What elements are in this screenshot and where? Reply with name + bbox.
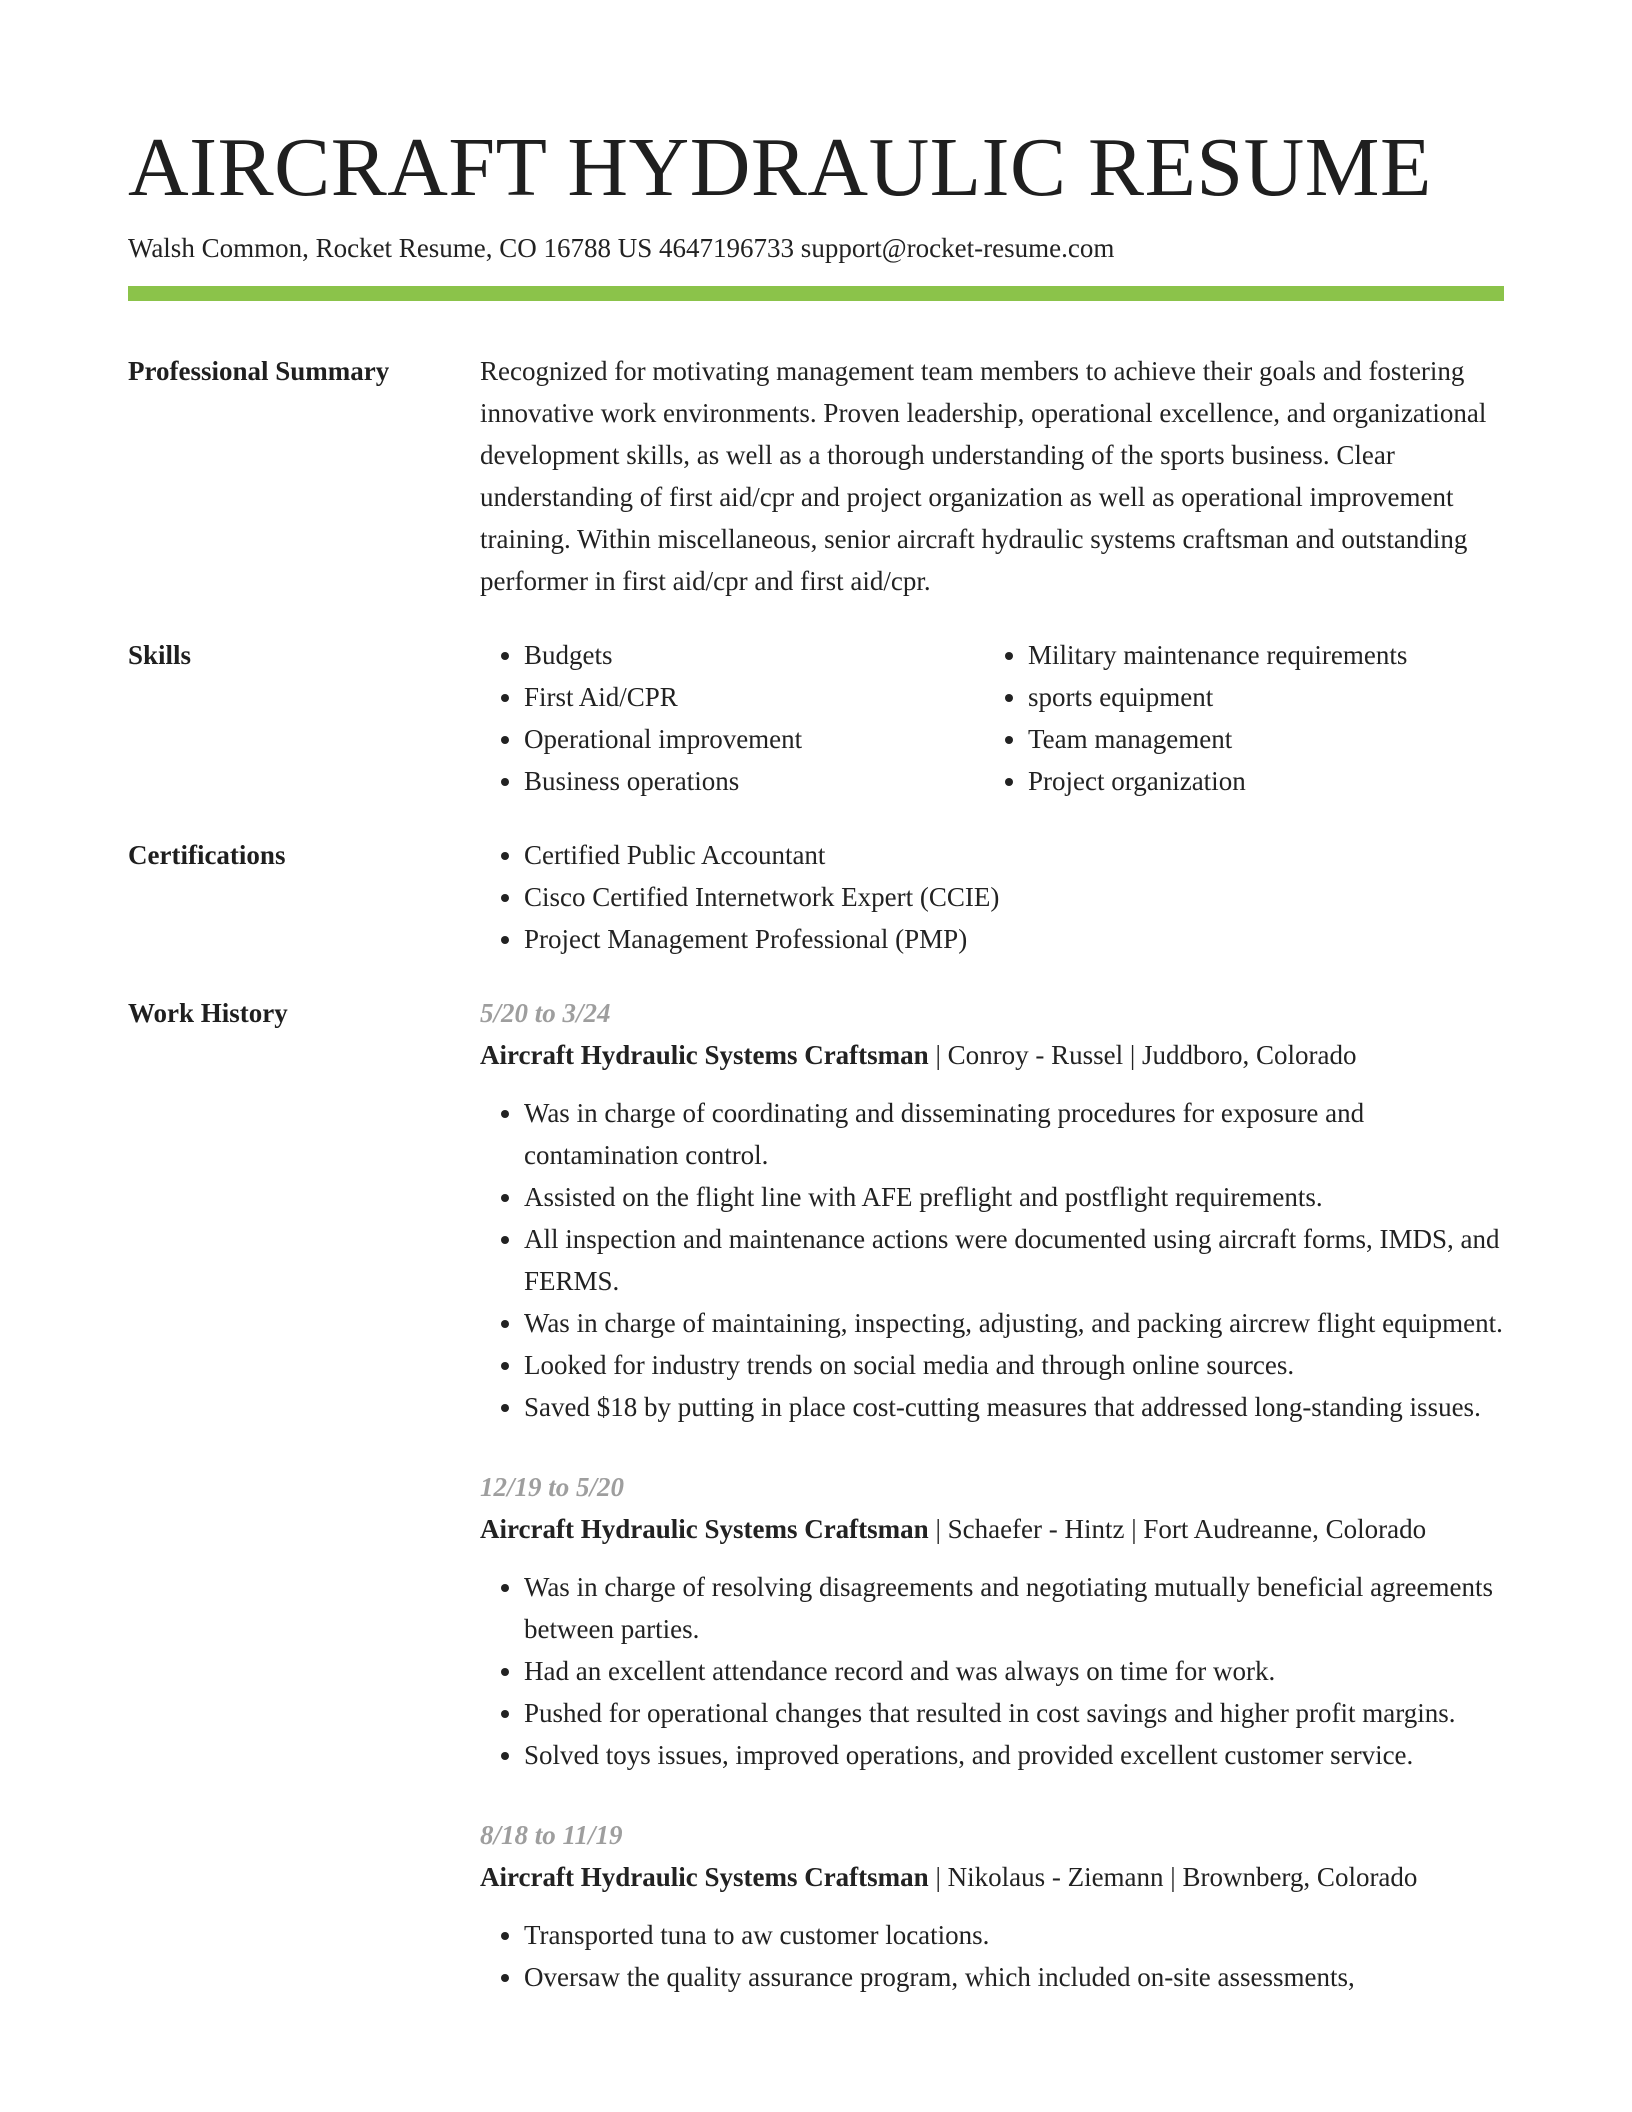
- certification-item: • Certified Public Accountant: [524, 834, 1504, 876]
- job-dates: 5/20 to 3/24: [480, 998, 611, 1028]
- job-heading: [480, 1034, 1504, 1076]
- work-history-content: [480, 992, 1504, 2036]
- job-employer-location: | Schaefer - Hintz | Fort Audreanne, Colorado: [928, 1514, 1427, 1544]
- job-bullet: • Saved $18 by putting in place cost-cutting measures that addressed long-standing issues.: [524, 1386, 1504, 1428]
- certifications-content: [480, 834, 1504, 960]
- job-entry: [480, 992, 1504, 1428]
- skills-section: [128, 634, 1504, 802]
- job-employer-location: | Nikolaus - Ziemann | Brownberg, Colorado: [928, 1862, 1418, 1892]
- job-bullets: [480, 1914, 1504, 1998]
- header-divider: [128, 286, 1504, 301]
- job-bullets: [480, 1092, 1504, 1428]
- job-bullets: [480, 1566, 1504, 1776]
- job-bullet: • Pushed for operational changes that resulted in cost savings and higher profit margins.: [524, 1692, 1504, 1734]
- skill-item: • Team management: [1028, 718, 1504, 760]
- job-bullet: • Assisted on the flight line with AFE preflight and postflight requirements.: [524, 1176, 1504, 1218]
- skill-item: • Project organization: [1028, 760, 1504, 802]
- job-bullet: • Looked for industry trends on social media and through online sources.: [524, 1344, 1504, 1386]
- skill-item: • sports equipment: [1028, 676, 1504, 718]
- job-heading: [480, 1508, 1504, 1550]
- summary-section: [128, 350, 1504, 602]
- resume-title: AIRCRAFT HYDRAULIC RESUME: [128, 121, 1432, 214]
- skills-list-left: [480, 634, 984, 802]
- certifications-section: [128, 834, 1504, 960]
- skill-item: • Budgets: [524, 634, 984, 676]
- certification-item: • Cisco Certified Internetwork Expert (CCIE): [524, 876, 1504, 918]
- summary-text: Recognized for motivating management team members to achieve their goals and fostering innovative work environments. Proven leadership, operational excellence, and organizational development skills, as well as a thorough understanding of the sports business. Clear understanding of first aid/cpr and project organization as well as operational improvement training. Within miscellaneous, senior aircraft hydraulic systems craftsman and outstanding performer in first aid/cpr and first aid/cpr.: [480, 356, 1487, 596]
- job-dates: 12/19 to 5/20: [480, 1472, 625, 1502]
- resume-sections: [128, 350, 1504, 2068]
- certifications-label: Certifications: [128, 840, 286, 870]
- job-entry: [480, 1466, 1504, 1776]
- job-title: Aircraft Hydraulic Systems Craftsman: [480, 1514, 929, 1544]
- skill-item: • Military maintenance requirements: [1028, 634, 1504, 676]
- skills-content: [480, 634, 1504, 802]
- job-bullet: • Was in charge of maintaining, inspecting, adjusting, and packing aircrew flight equipment.: [524, 1302, 1504, 1344]
- summary-label: Professional Summary: [128, 356, 390, 386]
- skill-item: • Operational improvement: [524, 718, 984, 760]
- job-dates: 8/18 to 11/19: [480, 1820, 623, 1850]
- work-history-label: Work History: [128, 998, 288, 1028]
- job-bullet: • Was in charge of resolving disagreements and negotiating mutually beneficial agreements between parties.: [524, 1566, 1504, 1650]
- job-entry: [480, 1814, 1504, 1998]
- contact-line: Walsh Common, Rocket Resume, CO 16788 US 4647196733 support@rocket-resume.com: [128, 233, 1115, 263]
- job-title: Aircraft Hydraulic Systems Craftsman: [480, 1862, 929, 1892]
- certifications-list: [480, 834, 1504, 960]
- skill-item: • Business operations: [524, 760, 984, 802]
- job-bullet: • Oversaw the quality assurance program, which included on-site assessments,: [524, 1956, 1504, 1998]
- job-bullet: • All inspection and maintenance actions were documented using aircraft forms, IMDS, and FERMS.: [524, 1218, 1504, 1302]
- job-title: Aircraft Hydraulic Systems Craftsman: [480, 1040, 929, 1070]
- job-bullet: • Had an excellent attendance record and was always on time for work.: [524, 1650, 1504, 1692]
- job-bullet: • Transported tuna to aw customer locations.: [524, 1914, 1504, 1956]
- work-history-section: [128, 992, 1504, 2036]
- skills-label: Skills: [128, 640, 192, 670]
- summary-content: [480, 350, 1504, 602]
- job-bullet: • Was in charge of coordinating and disseminating procedures for exposure and contamination control.: [524, 1092, 1504, 1176]
- job-bullet: • Solved toys issues, improved operations, and provided excellent customer service.: [524, 1734, 1504, 1776]
- job-heading: [480, 1856, 1504, 1898]
- job-employer-location: | Conroy - Russel | Juddboro, Colorado: [928, 1040, 1357, 1070]
- skill-item: • First Aid/CPR: [524, 676, 984, 718]
- certification-item: • Project Management Professional (PMP): [524, 918, 1504, 960]
- skills-list-right: [984, 634, 1504, 802]
